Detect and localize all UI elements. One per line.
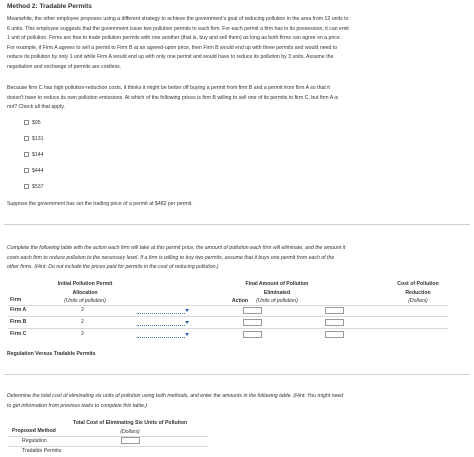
firm-row-label: Firm B bbox=[10, 319, 27, 325]
price-option-checkbox[interactable] bbox=[24, 182, 44, 191]
intro-line: negotiation and exchange of permits are costless. bbox=[7, 63, 122, 70]
checkbox-box[interactable] bbox=[24, 136, 29, 141]
total-cost-input[interactable] bbox=[121, 437, 140, 444]
instruction-line: Complete the following table with the action each firm will take at this permit price, the amount of pollution each firm will eliminate, and the amount it bbox=[7, 245, 346, 251]
method-header: Proposed Method bbox=[12, 428, 56, 434]
price-option-checkbox[interactable] bbox=[24, 118, 41, 127]
cost-input[interactable] bbox=[325, 331, 344, 338]
header-line: Cost of Pollution bbox=[397, 281, 439, 287]
intro-paragraph bbox=[7, 15, 465, 73]
price-option-label: $144 bbox=[32, 151, 44, 158]
instruction-line: to get information from previous tasks to complete this table.) bbox=[7, 402, 148, 409]
allocation-value: 2 bbox=[81, 331, 84, 337]
pollution-eliminated-input[interactable] bbox=[243, 319, 262, 326]
intro-line: reduce its pollution by only 1 unit while Firm A would end up with only one permit and would have to reduce its pollution by 3 units. Assume the bbox=[7, 54, 334, 61]
question-line: Because firm C has high pollution-reduction costs, it thinks it might be better off buying a permit from firm B and a permit from firm A so that it bbox=[7, 85, 330, 91]
question-line: doesn't have to reduce its own pollution emissions. At which of the following prices is firm B willing to sell one of its permits to firm C, but firm A is bbox=[7, 94, 339, 101]
header-line: Eliminated bbox=[263, 289, 291, 296]
cost-input[interactable] bbox=[325, 307, 344, 314]
table2-instructions bbox=[7, 392, 465, 411]
header-unit: (Units of pollution) bbox=[256, 298, 298, 304]
header-line: Total Cost of Eliminating Six Units of Pollution bbox=[72, 420, 188, 426]
section-divider bbox=[4, 374, 470, 375]
total-cost-header bbox=[60, 419, 200, 436]
intro-line: Meanwhile, the other employee proposes using a different strategy to achieve the government's goal of reducing pollution in the area from 12 units to bbox=[7, 16, 349, 22]
checkbox-box[interactable] bbox=[24, 120, 29, 125]
intro-line: For example, if Firm A agrees to sell a permit to Firm B at an agreed-upon price, then Firm B would end up with three permits and would need to bbox=[7, 44, 338, 51]
allocation-header bbox=[30, 280, 140, 306]
header-line: Reduction bbox=[405, 289, 431, 296]
pollution-eliminated-input[interactable] bbox=[243, 307, 262, 314]
trading-price-text: Suppose the government has set the trading price of a permit at $482 per permit. bbox=[7, 201, 193, 207]
header-unit: (Dollars) bbox=[408, 298, 428, 304]
table-header-rule bbox=[8, 305, 448, 306]
price-option-label: $131 bbox=[32, 135, 44, 142]
instruction-line: Determine the total cost of eliminating six units of pollution using both methods, and enter the amounts in the following table. (Hint: You might need bbox=[7, 393, 344, 399]
header-line: Allocation bbox=[72, 289, 98, 296]
eliminated-header bbox=[212, 280, 342, 306]
action-dropdown[interactable] bbox=[137, 337, 185, 338]
checkbox-box[interactable] bbox=[24, 184, 29, 189]
price-option-label: $537 bbox=[32, 183, 44, 190]
table-row-rule bbox=[8, 328, 448, 329]
action-header: Action bbox=[231, 298, 249, 304]
dropdown-arrow-icon[interactable] bbox=[185, 321, 189, 324]
table-instructions bbox=[7, 244, 465, 273]
dropdown-arrow-icon[interactable] bbox=[185, 309, 189, 312]
instruction-line: other firms. (Hint: Do not include the prices paid for permits in the cost of reducing pollution.) bbox=[7, 264, 219, 271]
allocation-value: 2 bbox=[81, 307, 84, 313]
section-title: Method 2: Tradable Permits bbox=[7, 3, 92, 10]
firm-row-label: Firm C bbox=[10, 331, 27, 337]
header-unit: (Dollars) bbox=[120, 428, 140, 435]
cost-header bbox=[388, 280, 448, 306]
section-divider bbox=[4, 224, 470, 225]
table2-row-rule bbox=[8, 446, 208, 447]
question-paragraph bbox=[7, 84, 465, 113]
firm-row-label: Firm A bbox=[10, 307, 27, 313]
table-row-rule bbox=[8, 316, 448, 317]
price-option-label: $444 bbox=[32, 167, 44, 174]
allocation-value: 2 bbox=[81, 319, 84, 325]
instruction-line: costs each firm to reduce pollution to the necessary level. If a firm is willing to buy two permits, assume that it buys one permit from each of the bbox=[7, 254, 335, 261]
cost-input[interactable] bbox=[325, 319, 344, 326]
intro-line: 1 unit of pollution. Firms are free to trade pollution permits with one another (that is, buy and sell them) as long as both firms can agree on a price. bbox=[7, 35, 342, 42]
method-row-label: Tradable Permits bbox=[22, 448, 62, 454]
section2-title: Regulation Versus Tradable Permits bbox=[7, 351, 96, 357]
method-row-label: Regulation bbox=[22, 438, 47, 444]
question-line: not? Check all that apply. bbox=[7, 104, 65, 111]
header-line: Initial Pollution Permit bbox=[57, 281, 113, 287]
price-option-checkbox[interactable] bbox=[24, 166, 44, 175]
checkbox-box[interactable] bbox=[24, 168, 29, 173]
price-option-checkbox[interactable] bbox=[24, 134, 44, 143]
price-option-label: $95 bbox=[32, 119, 41, 126]
checkbox-box[interactable] bbox=[24, 152, 29, 157]
dropdown-arrow-icon[interactable] bbox=[185, 333, 189, 336]
header-line: Final Amount of Pollution bbox=[245, 281, 309, 287]
pollution-eliminated-input[interactable] bbox=[243, 331, 262, 338]
firm-header: Firm bbox=[10, 297, 22, 303]
price-option-checkbox[interactable] bbox=[24, 150, 44, 159]
table2-header-rule bbox=[8, 436, 208, 437]
action-dropdown[interactable] bbox=[137, 325, 185, 326]
header-unit: (Units of pollution) bbox=[64, 298, 106, 304]
action-dropdown[interactable] bbox=[137, 313, 185, 314]
intro-line: 6 units. This employee suggests that the government issue two pollution permits to each firm. For each permit a firm has in its possession, it can emit bbox=[7, 25, 349, 32]
